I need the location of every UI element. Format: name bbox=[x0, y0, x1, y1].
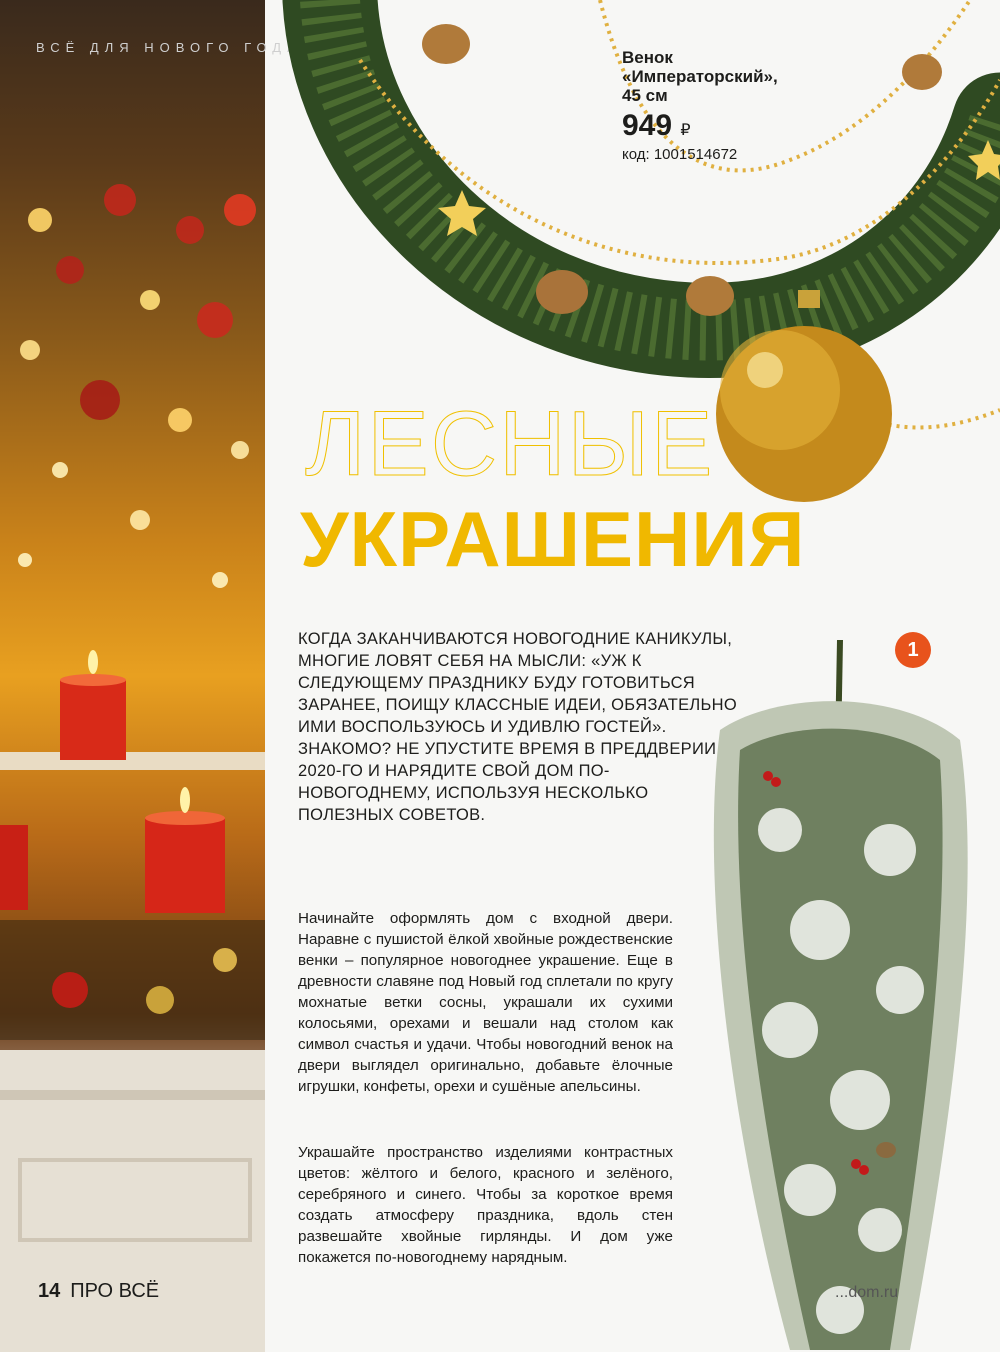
headline-line-2: УКРАШЕНИЯ bbox=[300, 495, 806, 583]
page-number: 14 bbox=[38, 1280, 61, 1302]
headline-line-1: ЛЕСНЫЕ bbox=[305, 393, 715, 495]
website-url: ...dom.ru bbox=[835, 1284, 899, 1301]
fir-branch-illustration bbox=[660, 630, 1000, 1352]
body-paragraph-2: Украшайте пространство изделиями контрастных цветов: жёлтого и белого, красного и зелёного, серебряного и синего. Чтобы за короткое время создать атмосферу праздника, вдоль стен развешайте хвойные гирлянды. И дом уже покажется по-новогоднему нарядным. bbox=[298, 1144, 673, 1266]
product-name: Венок «Императорский», 45 см bbox=[622, 48, 778, 105]
page-footer bbox=[38, 1280, 159, 1303]
magazine-name: ПРО ВСЁ bbox=[70, 1280, 160, 1302]
fireplace-illustration bbox=[0, 0, 265, 1352]
product-price bbox=[622, 111, 792, 146]
fireplace-photo bbox=[0, 0, 302, 1352]
lead-paragraph: КОГДА ЗАКАНЧИВАЮТСЯ НОВОГОДНИЕ КАНИКУЛЫ, МНОГИЕ ЛОВЯТ СЕБЯ НА МЫСЛИ: «УЖ К СЛЕДУЮЩЕМУ ПРАЗДНИКУ БУДУ ГОТОВИТЬСЯ ЗАРАНЕЕ, ПОИЩУ КЛАССНЫЕ ИДЕИ, ОБЯЗАТЕЛЬНО ИМИ ВОСПОЛЬЗУЮСЬ И УДИВЛЮ ГОСТЕЙ». ЗНАКОМО? НЕ УПУСТИТЕ ВРЕМЯ В ПРЕДДВЕРИИ 2020-ГО И НАРЯДИТЕ СВОЙ ДОМ ПО-НОВОГОДНЕМУ, ИСПОЛЬЗУЯ НЕСКОЛЬКО ПОЛЕЗНЫХ СОВЕТОВ. bbox=[298, 630, 738, 824]
section-label: ВСЁ ДЛЯ НОВОГО ГОДА bbox=[36, 40, 302, 55]
price-value: 949 bbox=[622, 109, 673, 142]
price-currency: ₽ bbox=[680, 122, 691, 139]
product-info bbox=[622, 48, 792, 164]
product-number-badge: 1 bbox=[895, 632, 931, 668]
body-paragraph-1: Начинайте оформлять дом с входной двери. Наравне с пушистой ёлкой хвойные рождественские венки – популярное новогоднее украшение. Еще в древности славяне под Новый год сплетали по кругу мохнатые ветки сосны, украшали их сухими колосьями, орехами и вешали над столом как символ счастья и удачи. Чтобы новогодний венок на двери выглядел оригинально, добавьте ёлочные игрушки, конфеты, орехи и сушёные апельсины. bbox=[298, 910, 673, 1095]
product-code: код: 1001514672 bbox=[622, 146, 738, 163]
